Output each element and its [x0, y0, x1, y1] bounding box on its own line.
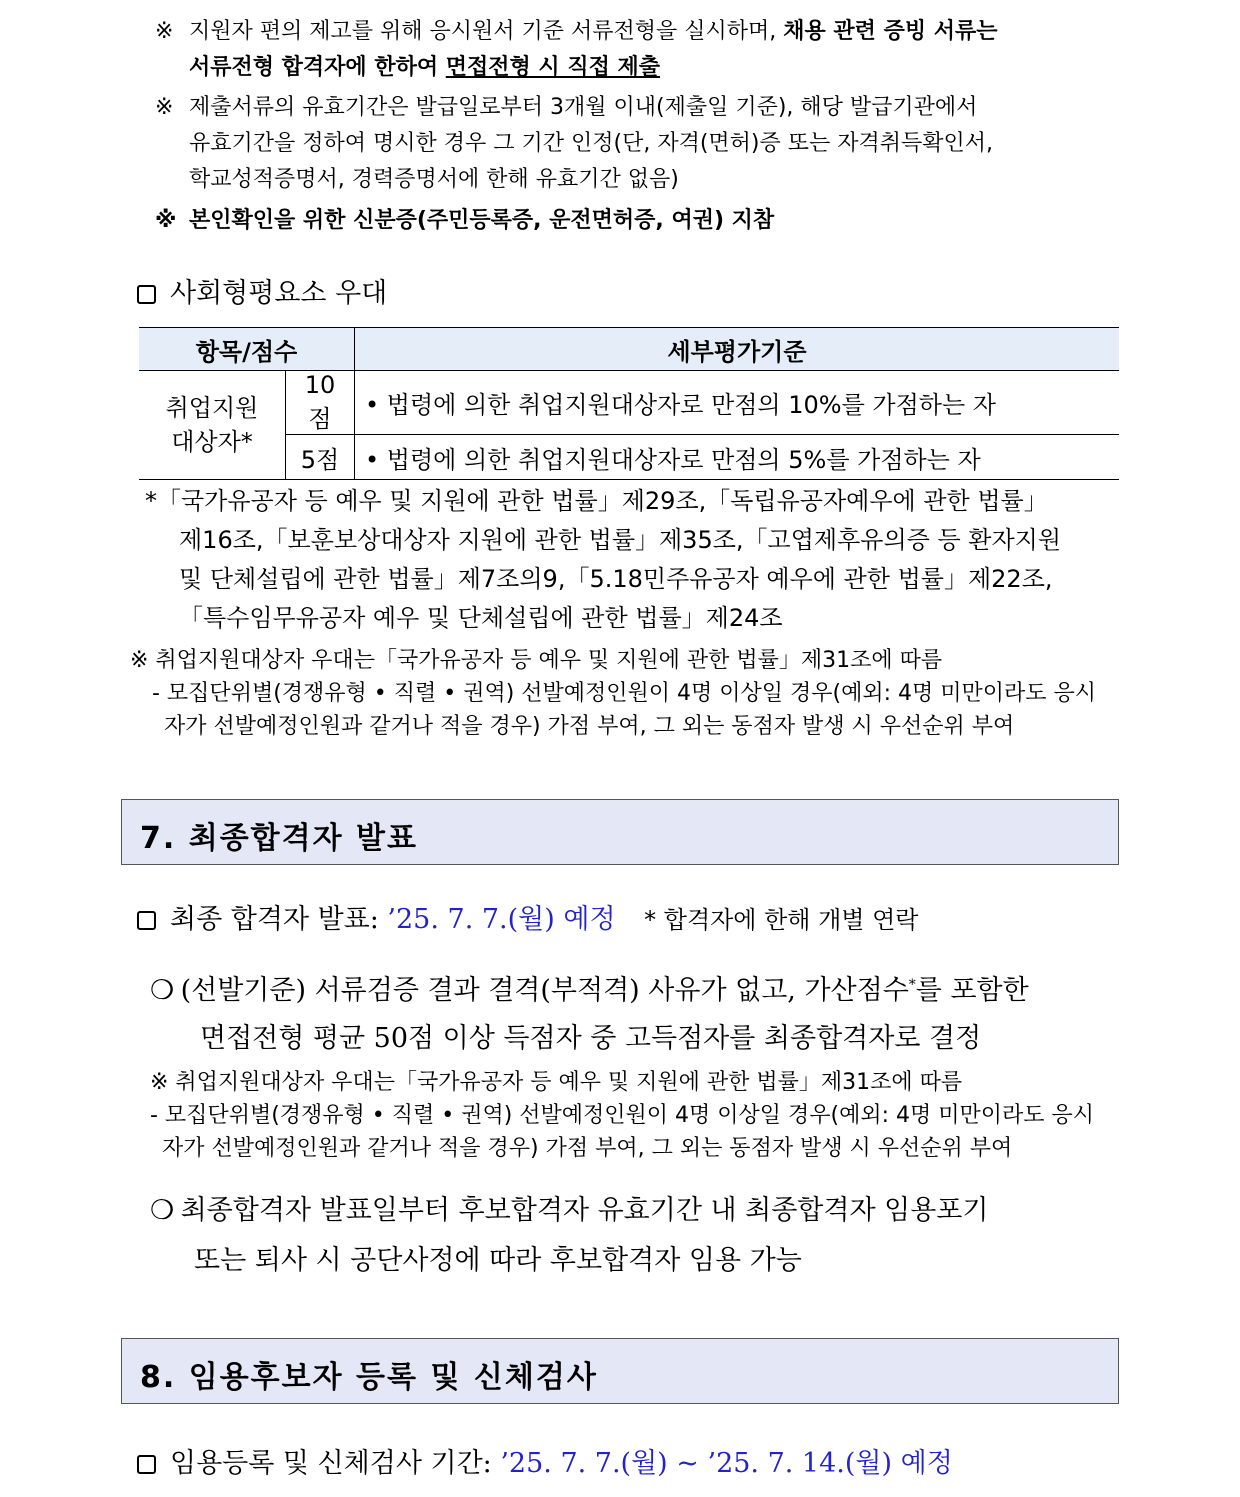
- table-category: 취업지원 대상자*: [139, 371, 286, 480]
- circle-bullet-icon: ❍: [150, 975, 175, 1006]
- section-8-header: [121, 1338, 1119, 1404]
- circle-bullet-icon: ❍: [150, 1195, 175, 1226]
- bullet-line2: 또는 퇴사 시 공단사정에 따라 후보합격자 임용 가능: [194, 1245, 802, 1276]
- bullet-line2: 면접전형 평균 50점 이상 득점자 중 고득점자를 최종합격자로 결정: [200, 1023, 982, 1054]
- final-announcement: [137, 897, 918, 936]
- bullet-sup: *: [908, 977, 916, 993]
- note-text: 지원자 편의 제고를 위해 응시원서 기준 서류전형을 실시하며,: [189, 19, 784, 44]
- social-eval-note: [130, 644, 1125, 743]
- table-score: 10점: [286, 371, 355, 435]
- note-mark: ※: [155, 208, 177, 233]
- selection-criteria-bullet: [150, 961, 1125, 1063]
- announce-label: 최종 합격자 발표:: [170, 904, 388, 935]
- note-underline: 면접전형 시 직접 제출: [445, 55, 661, 80]
- law-footnote: [145, 482, 1125, 638]
- announce-note: * 합격자에 한해 개별 연락: [644, 906, 919, 934]
- sub-line: 자가 선발예정인원과 같거나 적을 경우) 가점 부여, 그 외는 동점자 발생 시 우선순위 부여: [164, 714, 1015, 739]
- table-score: 5점: [286, 435, 355, 480]
- social-eval-table: [139, 327, 1119, 480]
- note-documents: [155, 14, 1123, 86]
- bullet-text: 최종합격자 발표일부터 후보합격자 유효기간 내 최종합격자 임용포기: [180, 1195, 989, 1226]
- bullet-text: 를 포함한: [915, 975, 1029, 1006]
- table-header-criteria: 세부평가기준: [355, 328, 1120, 371]
- note-line1: 제출서류의 유효기간은 발급일로부터 3개월 이내(제출일 기준), 해당 발급기관에서: [189, 95, 978, 120]
- note-bold: 채용 관련 증빙 서류는: [783, 19, 998, 44]
- table-header-item: 항목/점수: [139, 328, 355, 371]
- note-mark: ※: [155, 95, 174, 120]
- sub-line: - 모집단위별(경쟁유형 • 직렬 • 권역) 선발예정인원이 4명 이상일 경우(예외: 4명 미만이라도 응시: [150, 1103, 1095, 1128]
- sub-line: 자가 선발예정인원과 같거나 적을 경우) 가점 부여, 그 외는 동점자 발생 시 우선순위 부여: [162, 1136, 1013, 1161]
- note-bold-line2: 서류전형 합격자에 한하여: [189, 55, 446, 80]
- table-criteria: • 법령에 의한 취업지원대상자로 만점의 5%를 가점하는 자: [355, 435, 1120, 480]
- footnote-line: 및 단체설립에 관한 법률」제7조의9,「5.18민주유공자 예우에 관한 법률」제22조,: [179, 565, 1053, 593]
- registration-period: [137, 1441, 953, 1480]
- note-text: 본인확인을 위한 신분증(주민등록증, 운전면허증, 여권) 지참: [189, 208, 775, 233]
- note-line2: 유효기간을 정하여 명시한 경우 그 기간 인정(단, 자격(면허)증 또는 자격취득확인서,: [189, 131, 993, 156]
- note-mark: ※: [155, 19, 174, 44]
- note-validity: [155, 90, 1123, 198]
- section-title: 8. 임용후보자 등록 및 신체검사: [140, 1360, 598, 1395]
- note-line: ※ 취업지원대상자 우대는「국가유공자 등 예우 및 지원에 관한 법률」제31조에 따름: [150, 1070, 963, 1095]
- checkbox-square-icon: [137, 285, 156, 304]
- note-id-card: [155, 203, 1123, 239]
- section7-note: [150, 1066, 1125, 1165]
- note-line3: 학교성적증명서, 경력증명서에 한해 유효기간 없음): [189, 167, 679, 192]
- footnote-line: 제16조,「보훈보상대상자 지원에 관한 법률」제35조,「고엽제후유의증 등 환자지원: [179, 526, 1061, 554]
- checkbox-square-icon: [137, 911, 156, 930]
- announce-date: ’25. 7. 7.(월) 예정: [387, 904, 616, 935]
- note-line: ※ 취업지원대상자 우대는「국가유공자 등 예우 및 지원에 관한 법률」제31조에 따름: [130, 648, 943, 673]
- section-title: 7. 최종합격자 발표: [140, 821, 419, 856]
- alternate-bullet: [150, 1186, 1125, 1286]
- section-7-header: [121, 799, 1119, 865]
- period-value: ’25. 7. 7.(월) ~ ’25. 7. 14.(월) 예정: [500, 1448, 953, 1479]
- social-eval-heading: [137, 271, 387, 310]
- footnote-line: 「특수임무유공자 예우 및 단체설립에 관한 법률」제24조: [179, 604, 783, 632]
- checkbox-square-icon: [137, 1455, 156, 1474]
- bullet-text: (선발기준) 서류검증 결과 결격(부적격) 사유가 없고, 가산점수: [180, 975, 909, 1006]
- sub-line: - 모집단위별(경쟁유형 • 직렬 • 권역) 선발예정인원이 4명 이상일 경우(예외: 4명 미만이라도 응시: [152, 681, 1097, 706]
- heading-text: 사회형평요소 우대: [170, 278, 388, 309]
- period-label: 임용등록 및 신체검사 기간:: [170, 1448, 501, 1479]
- footnote-line: *「국가유공자 등 예우 및 지원에 관한 법률」제29조,「독립유공자예우에 관한 법률」: [145, 487, 1048, 515]
- table-criteria: • 법령에 의한 취업지원대상자로 만점의 10%를 가점하는 자: [355, 371, 1120, 435]
